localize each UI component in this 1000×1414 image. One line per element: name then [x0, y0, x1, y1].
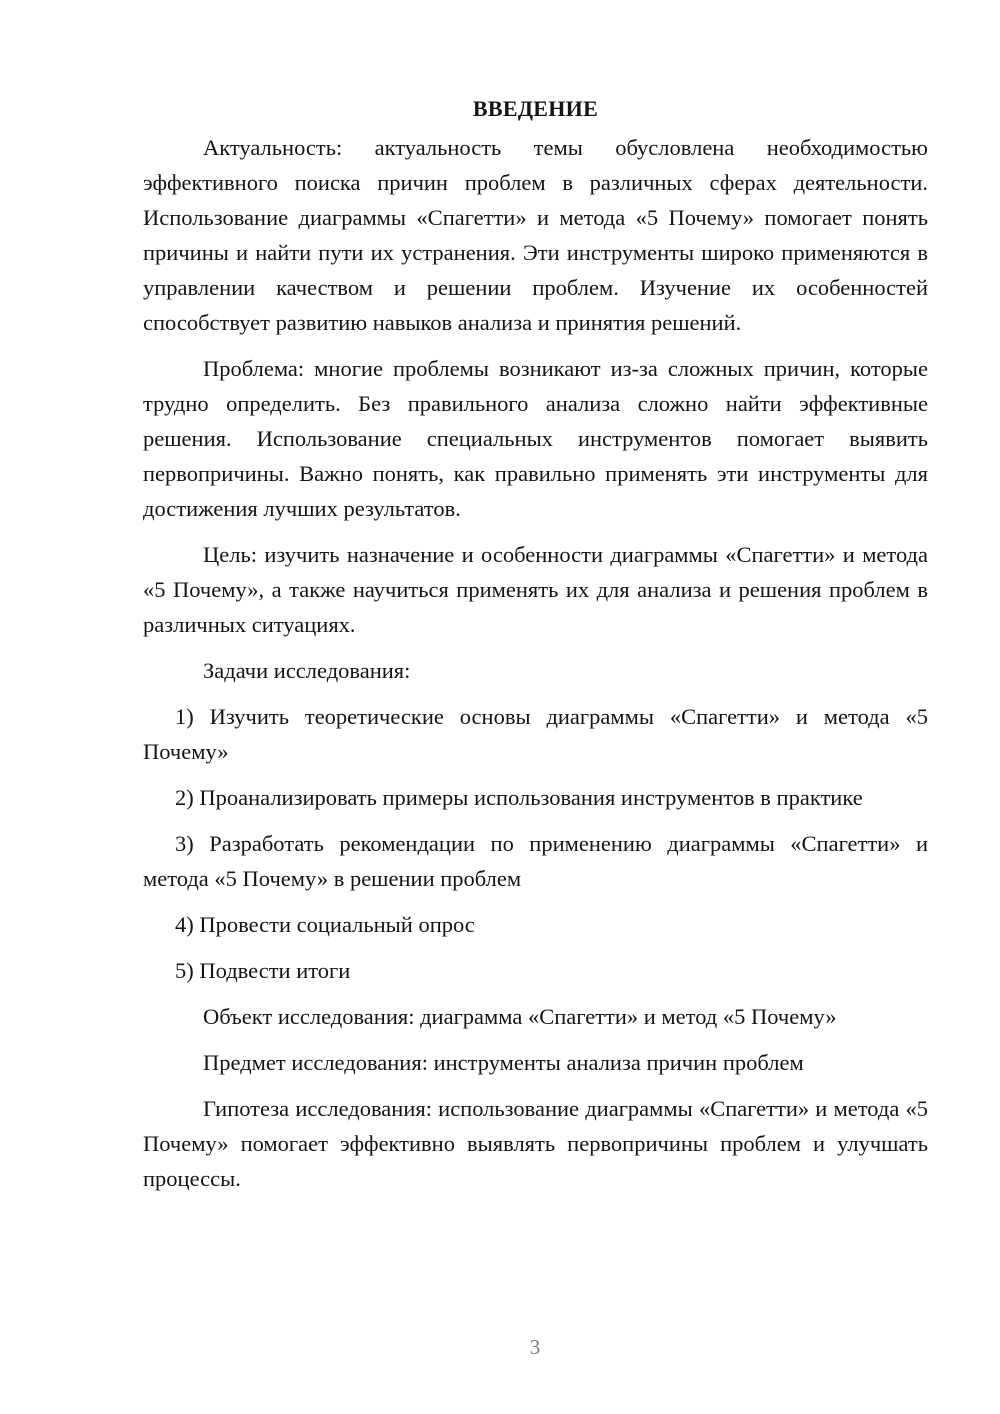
paragraph-problem: Проблема: многие проблемы возникают из-за сложных причин, которые трудно определить. Без правильного анализа сложно найти эффективные решения. Использование специальных инструментов помогает выявить первопричины. Важно понять, как правильно применять эти инструменты для достижения лучших результатов.: [143, 356, 928, 521]
task-item-5: 5) Подвести итоги: [175, 958, 351, 983]
paragraph-relevance: Актуальность: актуальность темы обусловлена необходимостью эффективного поиска причин проблем в различных сферах деятельности. Использование диаграммы «Спагетти» и метода «5 Почему» помогает понять причины и найти пути их устранения. Эти инструменты широко применяются в управлении качеством и решении проблем. Изучение их особенностей способствует развитию навыков анализа и принятия решений.: [143, 135, 928, 335]
paragraph-object: Объект исследования: диаграмма «Спагетти» и метод «5 Почему»: [203, 1004, 837, 1029]
task-item-2: 2) Проанализировать примеры использования инструментов в практике: [175, 785, 863, 810]
page-number: 3: [529, 1335, 541, 1359]
document-page: [143, 94, 928, 1207]
task-item-1: 1) Изучить теоретические основы диаграммы «Спагетти» и метода «5 Почему»: [143, 704, 928, 764]
section-title: ВВЕДЕНИЕ: [472, 96, 599, 121]
paragraph-hypothesis: Гипотеза исследования: использование диаграммы «Спагетти» и метода «5 Почему» помогает эффективно выявлять первопричины проблем и улучшать процессы.: [143, 1096, 928, 1191]
paragraph-goal: Цель: изучить назначение и особенности диаграммы «Спагетти» и метода «5 Почему», а также научиться применять их для анализа и решения проблем в различных ситуациях.: [143, 542, 928, 637]
paragraph-subject: Предмет исследования: инструменты анализа причин проблем: [203, 1050, 804, 1075]
task-item-3: 3) Разработать рекомендации по применению диаграммы «Спагетти» и метода «5 Почему» в решении проблем: [143, 831, 928, 891]
tasks-heading: Задачи исследования:: [203, 658, 411, 683]
task-item-4: 4) Провести социальный опрос: [175, 912, 475, 937]
